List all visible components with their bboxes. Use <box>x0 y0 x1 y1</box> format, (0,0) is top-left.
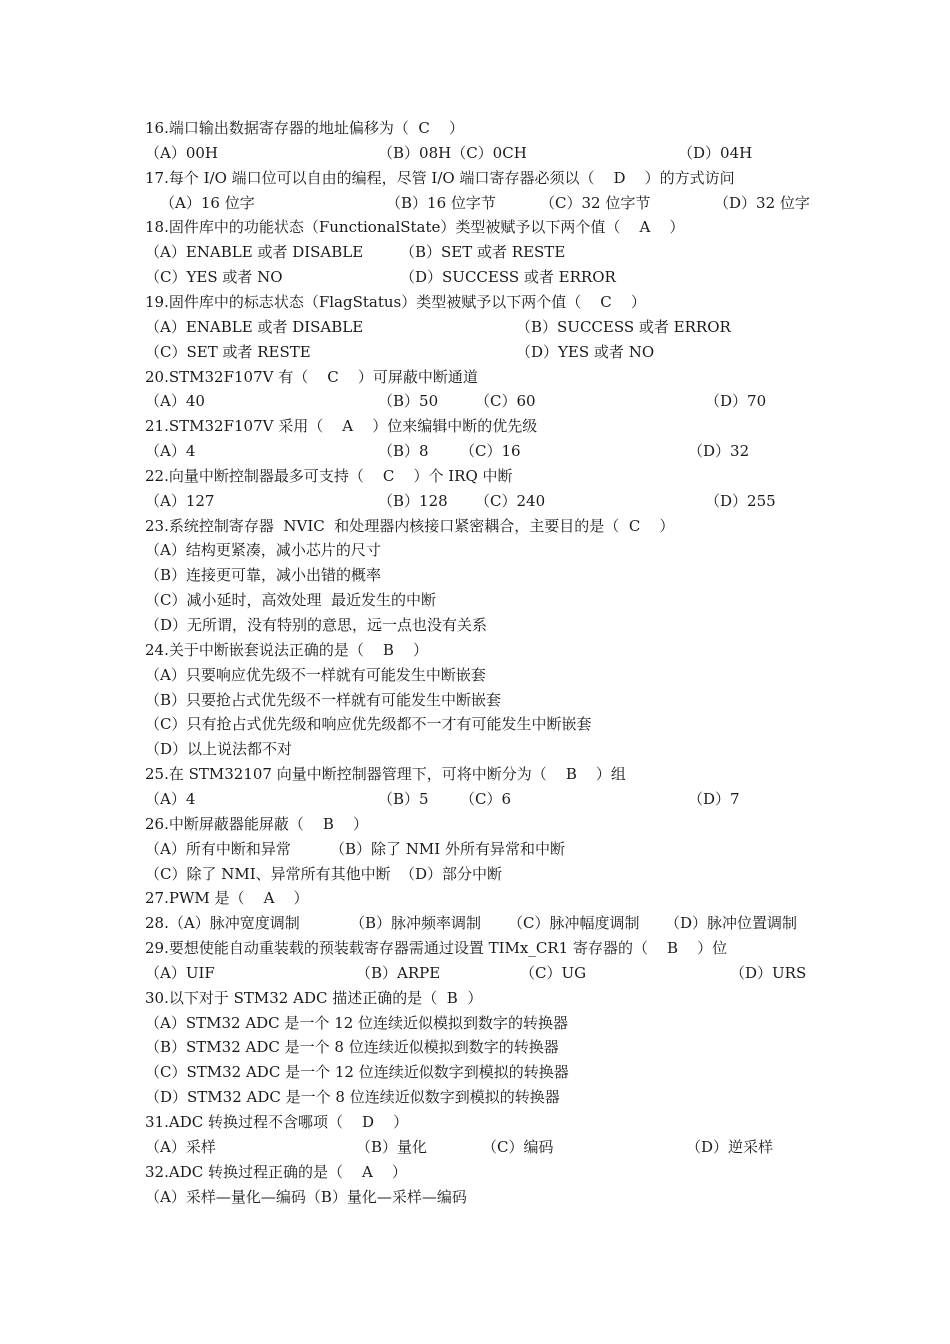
option-text: （D）SUCCESS 或者 ERROR <box>400 268 616 286</box>
option-text: （D）32 <box>688 442 750 460</box>
option-text: （C）编码 <box>482 1138 554 1156</box>
option-text: （C）16 <box>460 442 521 460</box>
question-text: 31.ADC 转换过程不含哪项（ D ） <box>145 1113 409 1131</box>
option-text: （A）ENABLE 或者 DISABLE <box>145 243 364 261</box>
question-text: （D）脉冲位置调制 <box>665 914 798 932</box>
option-text: （B）5 <box>378 790 429 808</box>
option-text: （C）6 <box>460 790 512 808</box>
question-text: 20.STM32F107V 有（ C ）可屏蔽中断通道 <box>145 368 478 386</box>
option-text: （B）SET 或者 RESTE <box>400 243 566 261</box>
question-text: 30.以下对于 STM32 ADC 描述正确的是（ B ） <box>145 989 483 1007</box>
option-text: （A）40 <box>145 392 205 410</box>
question-text: 32.ADC 转换过程正确的是（ A ） <box>145 1163 407 1181</box>
option-text: （D）70 <box>705 392 767 410</box>
question-text: （B）脉冲频率调制 <box>350 914 482 932</box>
option-text: （A）4 <box>145 442 196 460</box>
option-text: （C）UG <box>520 964 587 982</box>
question-text: 17.每个 I/O 端口位可以自由的编程，尽管 I/O 端口寄存器必须以（ D ）的方式访问 <box>145 169 735 187</box>
option-text: （C）SET 或者 RESTE <box>145 343 311 361</box>
option-text: （D）255 <box>705 492 776 510</box>
option-text: （D）STM32 ADC 是一个 8 位连续近似数字到模拟的转换器 <box>145 1088 560 1106</box>
option-text: （A）00H <box>145 144 219 162</box>
option-text: （D）无所谓，没有特别的意思，远一点也没有关系 <box>145 616 488 634</box>
question-text: 28.（A）脉冲宽度调制 <box>145 914 300 932</box>
option-text: （A）STM32 ADC 是一个 12 位连续近似模拟到数字的转换器 <box>145 1014 569 1032</box>
option-text: （A）UIF <box>145 964 215 982</box>
option-text: （D）部分中断 <box>400 865 503 883</box>
question-text: 18.固件库中的功能状态（FunctionalState）类型被赋予以下两个值（ A ） <box>145 218 685 236</box>
option-text: （C）只有抢占式优先级和响应优先级都不一才有可能发生中断嵌套 <box>145 715 592 733</box>
question-text: 26.中断屏蔽器能屏蔽（ B ） <box>145 815 369 833</box>
option-text: （C）STM32 ADC 是一个 12 位连续近似数字到模拟的转换器 <box>145 1063 569 1081</box>
option-text: （C）减小延时，高效处理 最近发生的中断 <box>145 591 437 609</box>
option-text: （B）50 <box>378 392 439 410</box>
option-text: （D）32 位字 <box>714 194 810 212</box>
option-text: （C）YES 或者 NO <box>145 268 283 286</box>
option-text: （C）60 <box>475 392 536 410</box>
question-text: 19.固件库中的标志状态（FlagStatus）类型被赋予以下两个值（ C ） <box>145 293 646 311</box>
option-text: （D）以上说法都不对 <box>145 740 293 758</box>
option-text: （A）采样—量化—编码（B）量化—采样—编码 <box>145 1188 467 1206</box>
question-text: 23.系统控制寄存器 NVIC 和处理器内核接口紧密耦合，主要目的是（ C ） <box>145 517 675 535</box>
option-text: （C）240 <box>475 492 546 510</box>
question-text: 22.向量中断控制器最多可支持（ C ）个 IRQ 中断 <box>145 467 513 485</box>
option-text: （A）127 <box>145 492 215 510</box>
option-text: （A）只要响应优先级不一样就有可能发生中断嵌套 <box>145 666 486 684</box>
option-text: （D）04H <box>678 144 753 162</box>
question-text: （C）脉冲幅度调制 <box>508 914 640 932</box>
question-text: 29.要想使能自动重装载的预装载寄存器需通过设置 TIMx_CR1 寄存器的（ B ）位 <box>145 939 728 957</box>
option-text: （C）32 位字节 <box>540 194 651 212</box>
question-text: 16.端口输出数据寄存器的地址偏移为（ C ） <box>145 119 464 137</box>
option-text: （C）除了 NMI、异常所有其他中断 <box>145 865 391 883</box>
option-text: （B）ARPE <box>356 964 441 982</box>
option-text: （A）所有中断和异常 <box>145 840 291 858</box>
option-text: （B）16 位字节 <box>386 194 496 212</box>
option-text: （B）STM32 ADC 是一个 8 位连续近似模拟到数字的转换器 <box>145 1038 559 1056</box>
option-text: （A）16 位字 <box>160 194 255 212</box>
option-text: （B）8 <box>378 442 429 460</box>
option-text: （D）YES 或者 NO <box>516 343 655 361</box>
option-text: （B）128 <box>378 492 448 510</box>
option-text: （D）逆采样 <box>686 1138 774 1156</box>
question-text: 21.STM32F107V 采用（ A ）位来编辑中断的优先级 <box>145 417 538 435</box>
question-text: 24.关于中断嵌套说法正确的是（ B ） <box>145 641 429 659</box>
option-text: （D）7 <box>688 790 740 808</box>
option-text: （B）量化 <box>356 1138 428 1156</box>
option-text: （B）除了 NMI 外所有异常和中断 <box>330 840 565 858</box>
option-text: （A）结构更紧凑，减小芯片的尺寸 <box>145 541 381 559</box>
option-text: （D）URS <box>730 964 807 982</box>
question-text: 25.在 STM32107 向量中断控制器管理下，可将中断分为（ B ）组 <box>145 765 626 783</box>
option-text: （A）采样 <box>145 1138 216 1156</box>
option-text: （A）ENABLE 或者 DISABLE <box>145 318 364 336</box>
option-text: （B）只要抢占式优先级不一样就有可能发生中断嵌套 <box>145 691 502 709</box>
option-text: （B）连接更可靠，减小出错的概率 <box>145 566 382 584</box>
question-text: 27.PWM 是（ A ） <box>145 889 309 907</box>
option-text: （B）SUCCESS 或者 ERROR <box>516 318 731 336</box>
option-text: （A）4 <box>145 790 196 808</box>
option-text: （B）08H（C）0CH <box>378 144 527 162</box>
